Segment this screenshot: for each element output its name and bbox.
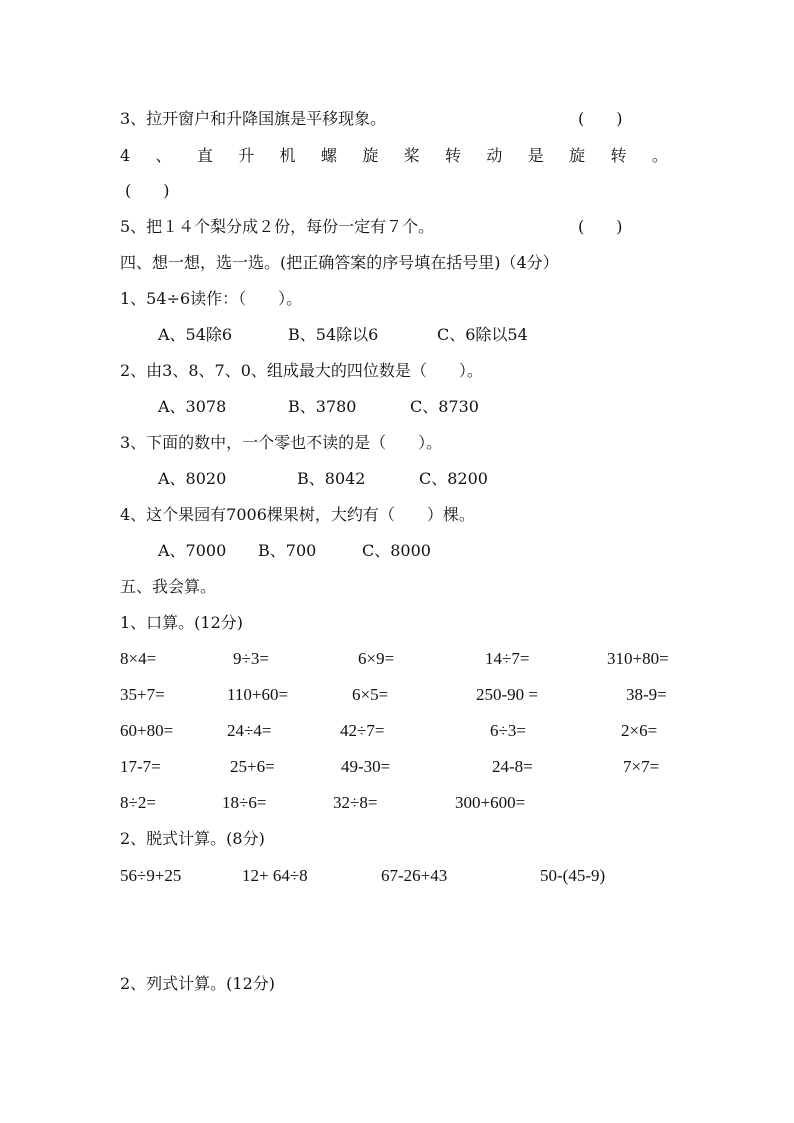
step-calc-item: 50-(45-9) (540, 866, 606, 885)
mc-question-4: 4、这个果园有7006棵果树，大约有（ ）棵。 (120, 505, 475, 524)
section-5-title: 五、我会算。 (120, 577, 217, 596)
oral-calc-item: 7×7= (623, 757, 660, 776)
tf-question-4 (120, 146, 668, 166)
option-a[interactable]: A、54除6 (158, 325, 233, 344)
oral-calc-item: 110+60= (227, 685, 289, 704)
step-calc-item: 56÷9+25 (120, 866, 182, 885)
oral-calc-item: 24÷4= (227, 721, 272, 740)
oral-calc-item: 8÷2= (120, 793, 156, 812)
oral-calc-item: 250-90 = (476, 685, 538, 704)
option-a[interactable]: A、8020 (158, 469, 227, 488)
q4-char: 是 (527, 146, 544, 165)
step-calc-item: 67-26+43 (381, 866, 448, 885)
option-a[interactable]: A、7000 (158, 541, 227, 560)
column-calc-title: 2、列式计算。(12分) (120, 974, 276, 993)
option-b[interactable]: B、54除以6 (288, 325, 379, 344)
option-b[interactable]: B、3780 (288, 397, 357, 416)
q4-char: 4 (120, 146, 131, 165)
answer-paren-5[interactable]: ( ) (578, 217, 623, 236)
oral-calc-title: 1、口算。(12分) (120, 613, 244, 632)
answer-paren-3[interactable]: ( ) (578, 109, 623, 128)
oral-calc-item: 9÷3= (233, 649, 269, 668)
option-c[interactable]: C、6除以54 (437, 325, 528, 344)
oral-calc-item: 17-7= (120, 757, 161, 776)
oral-calc-item: 32÷8= (333, 793, 378, 812)
answer-paren-4[interactable]: ( ) (125, 181, 170, 200)
oral-calc-item: 8×4= (120, 649, 157, 668)
option-b[interactable]: B、700 (258, 541, 317, 560)
section-4-title: 四、想一想，选一选。(把正确答案的序号填在括号里)（4分） (120, 253, 559, 272)
oral-calc-item: 6×5= (352, 685, 389, 704)
oral-calc-item: 300+600= (455, 793, 526, 812)
oral-calc-item: 6÷3= (490, 721, 526, 740)
q4-char: 转 (445, 146, 462, 165)
step-calc-item: 12+ 64÷8 (242, 866, 308, 885)
q4-char: 动 (486, 146, 503, 165)
q4-char: 。 (651, 146, 668, 165)
oral-calc-item: 18÷6= (222, 793, 267, 812)
option-c[interactable]: C、8200 (419, 469, 488, 488)
tf-question-3: 3、拉开窗户和升降国旗是平移现象。 (120, 109, 387, 128)
mc-question-2: 2、由3、8、7、0、组成最大的四位数是（ ）。 (120, 361, 483, 380)
option-b[interactable]: B、8042 (297, 469, 366, 488)
oral-calc-item: 310+80= (607, 649, 669, 668)
oral-calc-item: 6×9= (358, 649, 395, 668)
step-calc-title: 2、脱式计算。(8分) (120, 829, 265, 848)
q4-char: 直 (196, 146, 213, 165)
q4-char: 旋 (569, 146, 586, 165)
oral-calc-item: 38-9= (626, 685, 667, 704)
oral-calc-item: 2×6= (621, 721, 658, 740)
q4-char: 升 (238, 146, 255, 165)
mc-question-3: 3、下面的数中，一个零也不读的是（ ）。 (120, 433, 443, 452)
q4-char: 转 (610, 146, 627, 165)
option-c[interactable]: C、8000 (362, 541, 431, 560)
oral-calc-item: 60+80= (120, 721, 174, 740)
oral-calc-item: 25+6= (230, 757, 275, 776)
q4-char: 螺 (320, 146, 337, 165)
oral-calc-item: 24-8= (492, 757, 533, 776)
oral-calc-item: 35+7= (120, 685, 165, 704)
q4-char: 旋 (362, 146, 379, 165)
oral-calc-item: 14÷7= (485, 649, 530, 668)
option-a[interactable]: A、3078 (158, 397, 227, 416)
oral-calc-item: 42÷7= (340, 721, 385, 740)
q4-char: 、 (155, 146, 172, 165)
mc-question-1: 1、54÷6读作：（ ）。 (120, 289, 303, 308)
oral-calc-item: 49-30= (341, 757, 391, 776)
tf-question-5: 5、把１４个梨分成２份，每份一定有７个。 (120, 217, 435, 236)
q4-char: 机 (279, 146, 296, 165)
option-c[interactable]: C、8730 (410, 397, 479, 416)
q4-char: 桨 (403, 146, 420, 165)
